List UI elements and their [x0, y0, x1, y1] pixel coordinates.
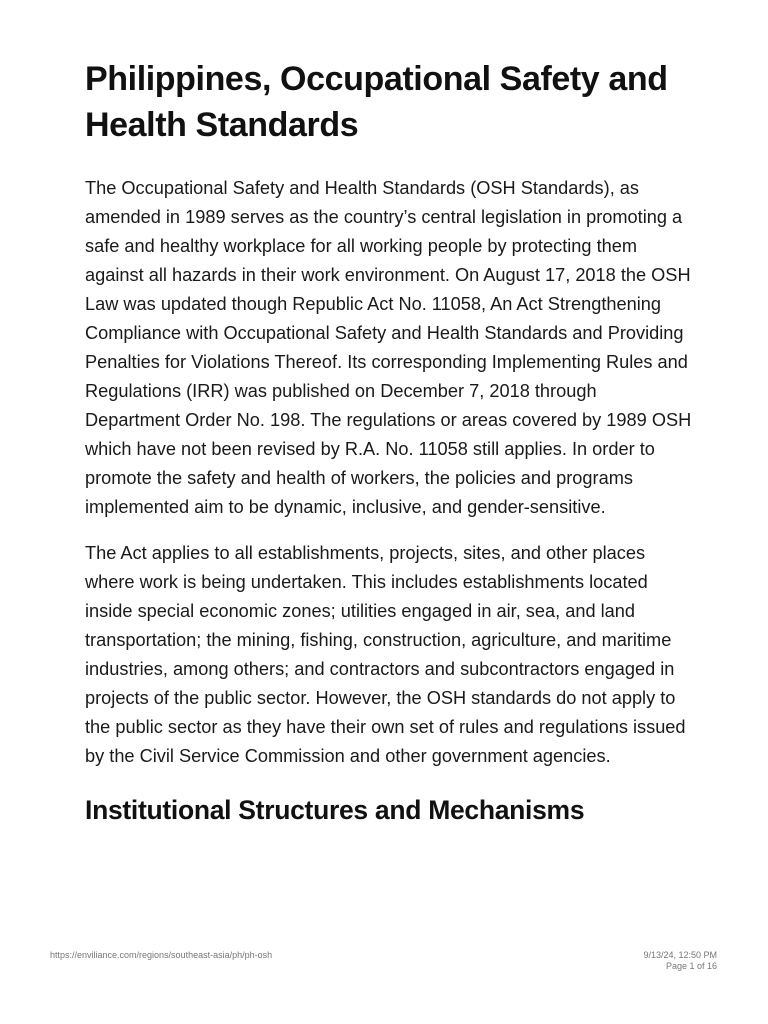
- section-heading: Institutional Structures and Mechanisms: [85, 795, 585, 825]
- footer-meta: [643, 950, 717, 972]
- footer-datetime: 9/13/24, 12:50 PM: [643, 950, 717, 960]
- document-body: [85, 56, 695, 827]
- footer-page-number: Page 1 of 16: [665, 961, 717, 971]
- paragraph-scope: The Act applies to all establishments, projects, sites, and other places where work is being undertaken. This includes establishments located inside special economic zones; utilities engaged in air, sea, and land transportation; the mining, fishing, construction, agriculture, and maritime industries, among others; and contractors and subcontractors engaged in projects of the public sector. However, the OSH standards do not apply to the public sector as they have their own set of rules and regulations issued by the Civil Service Commission and other government agencies.: [85, 543, 686, 766]
- page-title: Philippines, Occupational Safety and Health Standards: [85, 60, 668, 144]
- paragraph-intro: The Occupational Safety and Health Standards (OSH Standards), as amended in 1989 serves as the country’s central legislation in promoting a safe and healthy workplace for all working people by protecting them against all hazards in their work environment. On August 17, 2018 the OSH Law was updated though Republic Act No. 11058, An Act Strengthening Compliance with Occupational Safety and Health Standards and Providing Penalties for Violations Thereof. Its corresponding Implementing Rules and Regulations (IRR) was published on December 7, 2018 through Department Order No. 198. The regulations or areas covered by 1989 OSH which have not been revised by R.A. No. 11058 still applies. In order to promote the safety and health of workers, the policies and programs implemented aim to be dynamic, inclusive, and gender-sensitive.: [85, 178, 692, 517]
- footer-url: https://enviliance.com/regions/southeast-asia/ph/ph-osh: [50, 950, 273, 960]
